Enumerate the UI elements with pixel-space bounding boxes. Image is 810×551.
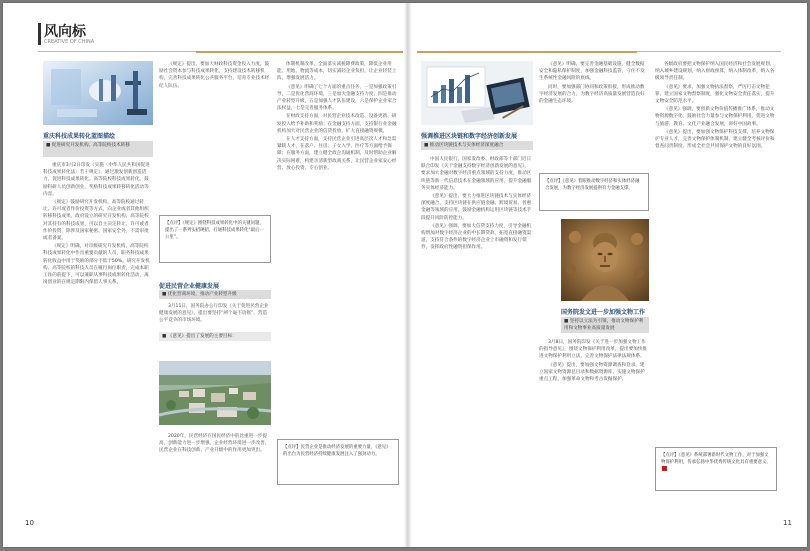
section-header xyxy=(38,23,118,45)
left-column-2-text-c xyxy=(159,433,271,513)
comment-box: 【点评】《规定》围绕科技成果转化中的关键问题，提出了一系列实招硬招，打通科技成果转化“最后一公里”。 xyxy=(159,215,271,263)
article-headline: 促进民营企业健康发展 xyxy=(159,283,220,290)
left-top-rule-accent xyxy=(196,51,403,53)
left-column-3-text xyxy=(277,61,399,431)
magazine-spread xyxy=(3,3,807,547)
article-subheading: ■ 坚持以立法为引领，推动文物保护利用和文物事业高质量发展 xyxy=(561,317,649,333)
paragraph: 《规定》明确，对市级研究开发机构、高等院校科技成果转化中作出重要贡献的人员，职务科技成果转化收益中用于奖励的部分不低于50%。研究开发机构、高等院校的科技人员在履行岗位职责，完成本职工作的前提下，可以兼职从事科技成果转化活动，离岗创业的在规定期限内保留人事关系。 xyxy=(43,244,150,286)
paragraph: 《规定》鼓励研究开发机构、高等院校通过转让、许可或者作价投资等方式，向企业或者其他组织转移科技成果。政府设立的研究开发机构、高等院校对其持有的科技成果，可以自主决定转让、许可或者作价投资，除涉及国家秘密、国家安全外，不需审批或者备案。 xyxy=(43,200,149,242)
header-rule xyxy=(38,23,41,45)
paragraph: 《意见》明确，要完善金融基础设施，健全数据安全和隐私保护制度，加强金融科技监管，守住不发生系统性金融风险的底线。 xyxy=(539,62,645,82)
page-fold xyxy=(404,3,412,547)
right-column-2-text-b xyxy=(539,339,649,515)
paragraph: 在财政支持方面，对民营企业技术改造、设备更新、研发投入给予补助和奖励；在金融支持方面，支持银行业金融机构加大对民营企业的信贷投放，扩大直接融资规模。 xyxy=(277,114,397,134)
paragraph: 《意见》要求，加强文物执法督察，严厉打击文物犯罪，建立国家文物督察制度，强化文物安全责任落实，提升文物安全防范水平。 xyxy=(655,84,775,105)
right-column-1-text xyxy=(421,156,533,516)
paragraph: 3月11日，国务院办公厅印发《关于促进民营企业健康发展的意见》，提出要坚持“两个毫不动摇”，营造公平竞争的市场环境。 xyxy=(159,304,269,324)
left-column-2-text-b xyxy=(159,303,271,331)
paragraph: 《意见》强调，要创新文物价值传播推广体系，推动文物资源数字化，鼓励社会力量参与文物保护利用，促进文物与旅游、教育、文化产业融合发展，讲好中国故事。 xyxy=(655,107,775,127)
paragraph: 同时，要加强部门协同和政策衔接，形成推动数字经济发展的合力，为数字经济高质量发展营造良好的金融生态环境。 xyxy=(539,84,645,105)
article-headline: 国务院发文进一步加强文物工作 xyxy=(561,309,646,316)
buddha-statue-photo xyxy=(561,219,649,301)
right-top-rule-accent xyxy=(417,51,637,53)
article-subheading: ■ 优化营商环境，推动产业转型升级 xyxy=(159,290,271,299)
aerial-city-photo xyxy=(159,361,271,425)
paragraph: 在人才支持方面，支持民营企业引进高层次人才和急需紧缺人才，在落户、住房、子女入学、医疗等方面给予保障；在服务方面，建立健全政企沟通机制，及时帮助企业解决实际困难，构建亲清新型政商关系，让民营企业家安心经营、放心投资、专心创业。 xyxy=(277,137,397,171)
paragraph: 中国人民银行、国家发改委、财政部等十部门近日联合印发《关于金融支持数字经济创新发展的意见》，要求加大金融对数字经济重点领域的支持力度，推动区块链等新一代信息技术在金融领域的应用，提升金融服务实体经济能力。 xyxy=(421,157,532,191)
comment-box: 【点评】《意见》着眼推动数字经济和实体经济融合发展，为数字经济发展提供有力金融支撑。 xyxy=(539,173,649,211)
section-subtitle: CREATIVE OF CHINA xyxy=(44,39,95,45)
page-number: 10 xyxy=(25,519,34,527)
paragraph: 各级政府要把文物保护纳入国民经济和社会发展规划，纳入城乡建设规划，纳入财政预算，纳入体制改革，纳入各级领导责任制。 xyxy=(655,62,775,82)
paragraph: 《规定》提出，要加大财政科技资金投入力度，鼓励社会资本参与科技成果转化，支持建设技术转移机构，完善科技成果转化公共服务平台，培育专业技术经纪人队伍。 xyxy=(159,62,270,89)
seal-stamp-icon xyxy=(662,466,667,471)
paragraph: 《意见》提出，要加强文物保护科技支撑，培养文物保护专业人才，完善文物保护体制机制，建立健全考核评价和督查问责制度，形成全社会共同保护文物的良好氛围。 xyxy=(655,129,775,150)
article-subheading: ■ 促进研究开发机构、高等院校技术转移 xyxy=(43,141,153,157)
page-number: 11 xyxy=(783,519,792,527)
comment-box: 【点评】民营企业是推动经济发展的重要力量，《意见》的出台为民营经济持续健康发展注入了强劲动力。 xyxy=(277,439,399,485)
left-column-1-text xyxy=(43,162,153,502)
comment-box xyxy=(655,447,777,491)
article-headline: 强调推进区块链和数字经济创新发展 xyxy=(421,133,518,140)
paragraph: 体制机制改革，全面落实减税降费政策，降低企业用能、用地、物流等成本，切实减轻企业负担，让企业轻装上阵，增强发展活力。 xyxy=(277,62,397,82)
paragraph: 3月8日，国务院印发《关于进一步加强文物工作的指导意见》，围绕文物保护利用改革，提出要加快推进文物保护利用立法，完善文物保护法律法规体系。 xyxy=(539,340,647,360)
paragraph: 《意见》明确了七个方面的重点任务，一是加强政策引导，二是优化营商环境，三是加大金融支持力度，四是推动产业转型升级，五是加强人才队伍建设，六是保护企业家合法权益，七是完善服务体系。 xyxy=(277,84,397,112)
paragraph: 《意见》强调，要加大信贷支持力度，引导金融机构增加对数字经济企业的中长期贷款，拓宽直接融资渠道，支持符合条件的数字经济企业上市融资和发行债券，发挥政府性融资担保作用。 xyxy=(421,223,532,251)
right-column-2-text xyxy=(539,61,649,169)
section-title: 风向标 xyxy=(44,24,86,40)
paragraph: 《意见》提出，要大力推进区块链技术与实体经济深度融合，支持区块链在供应链金融、跨境贸易、普惠金融等领域的应用，鼓励金融机构运用区块链等技术手段提升风险防控能力。 xyxy=(421,194,532,221)
finance-chart-photo xyxy=(421,61,533,125)
paragraph: 重庆市3月2日印发《实施〈中华人民共和国促进科技成果转化法〉若干规定》，通过激发创新创造活力，促进科技成果转化。高等院校科技成果转化，鼓励科研人员创新创业，奖励科技成果转移转化活动等内容。 xyxy=(43,163,150,197)
paragraph: 《意见》提出，要加强文物资源调查和登录，建立国家文物资源总目录和数据资源库，实施文物保护重点工程，加强革命文物和考古发掘保护。 xyxy=(539,362,645,383)
article-headline: 重庆科技成果转化蓝图描绘 xyxy=(43,133,116,140)
article-subheading: ■ 推动区块链技术与实体经济深度融合 xyxy=(421,141,533,150)
laboratory-photo xyxy=(43,61,153,125)
right-column-3-text xyxy=(655,61,777,441)
article-subheading: ■ 《意见》提出了发展的主要目标： xyxy=(159,332,271,341)
left-column-2-text xyxy=(159,61,271,211)
comment-text: 【点评】《意见》系统部署新时代文物工作，对于加强文物保护利用，传承弘扬中华优秀传统文化具有重要意义。 xyxy=(661,453,771,465)
paragraph: 2020年，民营经济在国民经济中的比重进一步提高，创新能力进一步增强，企业经营环境进一步改善，民营企业在科技创新、产业升级中的作用更加突出。 xyxy=(159,434,270,454)
